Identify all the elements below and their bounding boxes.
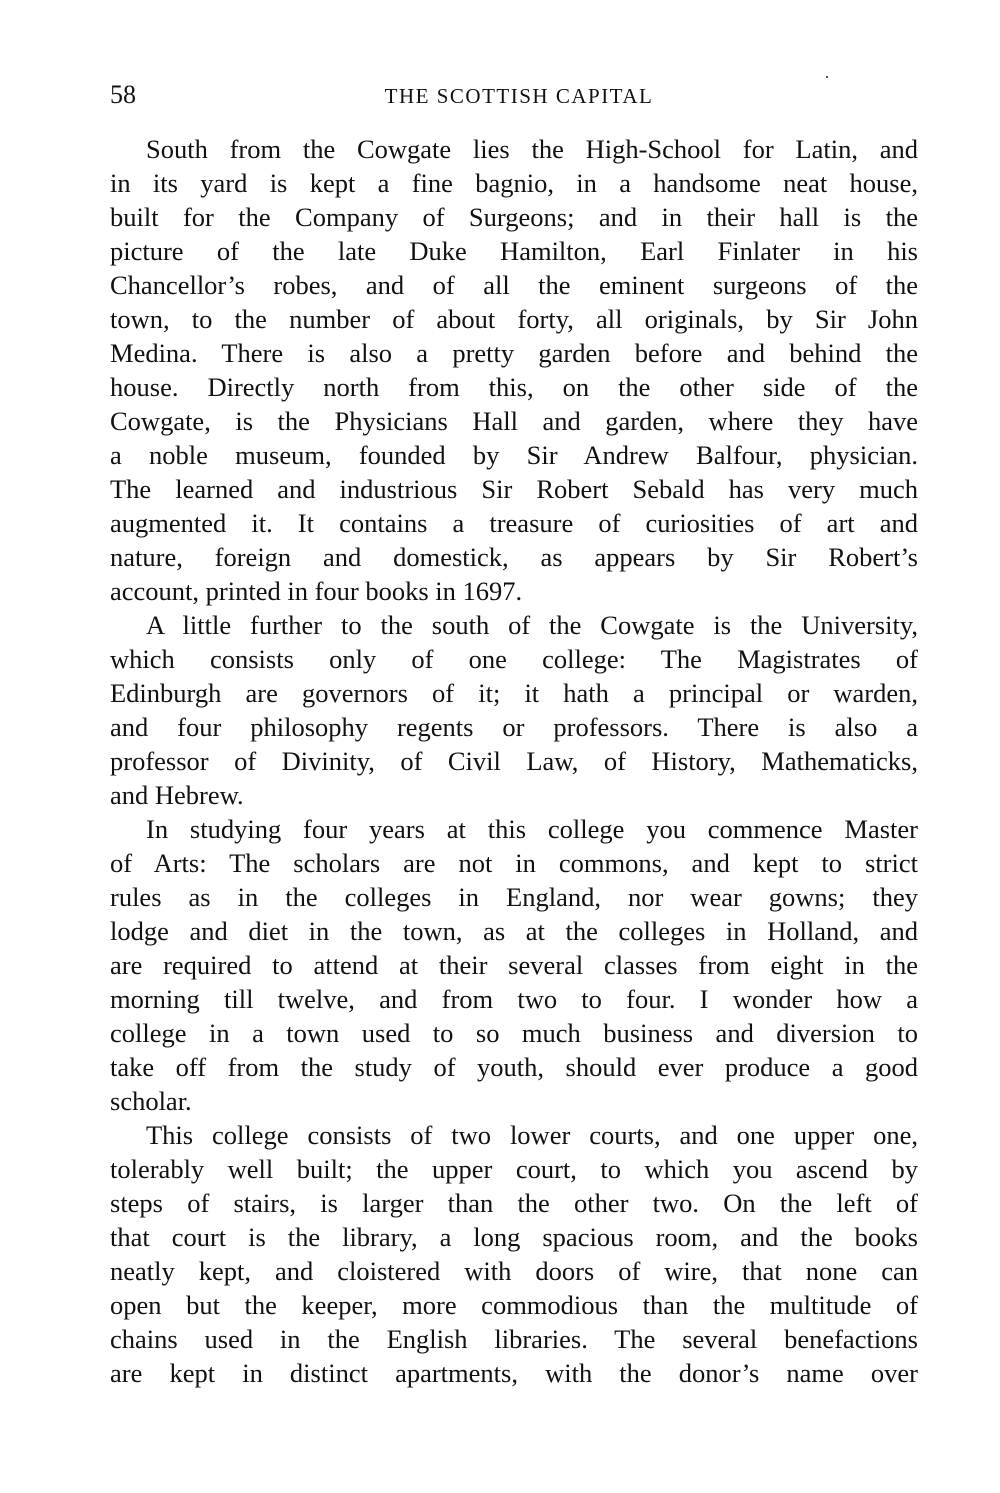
- running-title: THE SCOTTISH CAPITAL: [384, 84, 654, 108]
- text-line: tolerably well built; the upper court, to which you ascend by: [110, 1154, 918, 1184]
- text-line: steps of stairs, is larger than the other two. On the left of: [110, 1188, 918, 1218]
- text-line: take off from the study of youth, should ever produce a good: [110, 1052, 918, 1082]
- paragraph: [110, 132, 918, 608]
- text-line: are kept in distinct apartments, with the donor’s name over: [110, 1358, 918, 1388]
- text-line: rules as in the colleges in England, nor wear gowns; they: [110, 882, 918, 912]
- text-line: Medina. There is also a pretty garden before and behind the: [110, 338, 918, 368]
- text-line: Cowgate, is the Physicians Hall and garden, where they have: [110, 406, 918, 436]
- text-line: in its yard is kept a fine bagnio, in a handsome neat house,: [110, 168, 918, 198]
- text-line: chains used in the English libraries. The several benefactions: [110, 1324, 918, 1354]
- text-line: a noble museum, founded by Sir Andrew Balfour, physician.: [110, 440, 918, 470]
- text-line: A little further to the south of the Cowgate is the University,: [146, 610, 918, 640]
- text-line: lodge and diet in the town, as at the colleges in Holland, and: [110, 916, 918, 946]
- page-header: [110, 80, 918, 110]
- text-line: of Arts: The scholars are not in commons, and kept to strict: [110, 848, 918, 878]
- text-line: augmented it. It contains a treasure of curiosities of art and: [110, 508, 918, 538]
- text-line: which consists only of one college: The Magistrates of: [110, 644, 918, 674]
- text-line: open but the keeper, more commodious than the multitude of: [110, 1290, 918, 1320]
- paragraph: [110, 608, 918, 812]
- text-line: nature, foreign and domestick, as appears by Sir Robert’s: [110, 542, 918, 572]
- text-line: and four philosophy regents or professors. There is also a: [110, 712, 918, 742]
- text-line: college in a town used to so much business and diversion to: [110, 1018, 918, 1048]
- text-line: South from the Cowgate lies the High-School for Latin, and: [146, 134, 918, 164]
- paragraph: [110, 1118, 918, 1390]
- text-line: neatly kept, and cloistered with doors of wire, that none can: [110, 1256, 918, 1286]
- text-line: are required to attend at their several classes from eight in the: [110, 950, 918, 980]
- text-line: This college consists of two lower courts, and one upper one,: [146, 1120, 918, 1150]
- text-line: built for the Company of Surgeons; and in their hall is the: [110, 202, 918, 232]
- text-line: morning till twelve, and from two to four. I wonder how a: [110, 984, 918, 1014]
- body-text: [110, 132, 918, 1390]
- text-line: Chancellor’s robes, and of all the eminent surgeons of the: [110, 270, 918, 300]
- text-line: The learned and industrious Sir Robert Sebald has very much: [110, 474, 918, 504]
- text-line: professor of Divinity, of Civil Law, of History, Mathematicks,: [110, 746, 918, 776]
- text-line: house. Directly north from this, on the other side of the: [110, 372, 918, 402]
- text-line: scholar.: [110, 1086, 192, 1116]
- text-line: and Hebrew.: [110, 780, 244, 810]
- text-line: account, printed in four books in 1697.: [110, 576, 523, 606]
- text-line: In studying four years at this college you commence Master: [146, 814, 918, 844]
- paragraph: [110, 812, 918, 1118]
- text-line: that court is the library, a long spacious room, and the books: [110, 1222, 918, 1252]
- page-number: 58: [110, 80, 136, 109]
- text-line: town, to the number of about forty, all originals, by Sir John: [110, 304, 918, 334]
- text-line: picture of the late Duke Hamilton, Earl Finlater in his: [110, 236, 918, 266]
- scan-speck: [826, 76, 828, 78]
- text-line: Edinburgh are governors of it; it hath a principal or warden,: [110, 678, 918, 708]
